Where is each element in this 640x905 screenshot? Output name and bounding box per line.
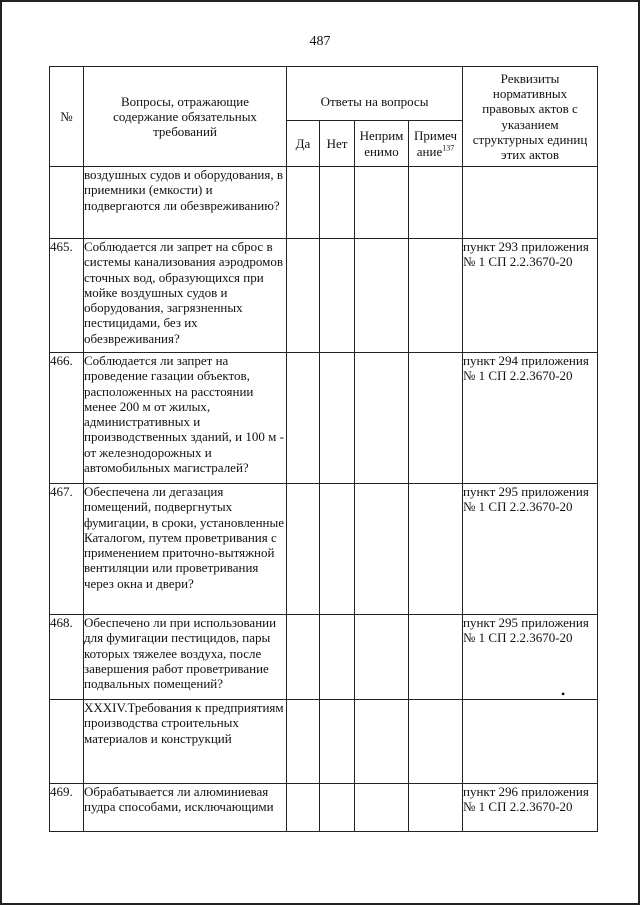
answer-yes-cell[interactable] — [287, 167, 320, 239]
row-question: воздушных судов и оборудования, в приемники (емкости) и подвергаются ли обезвреживанию? — [84, 167, 287, 239]
answer-no-cell[interactable] — [320, 167, 355, 239]
answer-na-cell[interactable] — [355, 615, 409, 700]
checklist-table — [49, 66, 598, 832]
row-requisites: пункт 293 приложения № 1 СП 2.2.3670-20 — [463, 239, 598, 353]
answer-na-cell[interactable] — [355, 167, 409, 239]
answer-yes-cell[interactable] — [287, 239, 320, 353]
answer-na-cell[interactable] — [355, 239, 409, 353]
answer-na-cell[interactable] — [355, 484, 409, 615]
row-number: 465. — [50, 239, 84, 353]
row-question: Обрабатывается ли алюминиевая пудра способами, исключающими — [84, 784, 287, 832]
answer-note-cell — [409, 700, 463, 784]
answer-no-cell[interactable] — [320, 615, 355, 700]
section-title: XXXIV.Требования к предприятиям производства строительных материалов и конструкций — [84, 700, 287, 784]
answer-note-cell[interactable] — [409, 784, 463, 832]
page-number: 487 — [309, 34, 331, 49]
answer-yes-cell — [287, 700, 320, 784]
row-requisites: пункт 295 приложения № 1 СП 2.2.3670-20 — [463, 615, 598, 700]
answer-yes-cell[interactable] — [287, 784, 320, 832]
section-row — [50, 700, 598, 784]
row-requisites: пункт 294 приложения № 1 СП 2.2.3670-20 — [463, 353, 598, 484]
header-note-label: Примеч ание — [413, 128, 458, 159]
answer-note-cell[interactable] — [409, 353, 463, 484]
answer-note-cell[interactable] — [409, 484, 463, 615]
header-note-footnote: 137 — [442, 143, 455, 153]
header-yes: Да — [287, 121, 320, 167]
answer-no-cell[interactable] — [320, 239, 355, 353]
header-not-applicable: Неприм енимо — [355, 121, 409, 167]
row-number — [50, 700, 84, 784]
answer-yes-cell[interactable] — [287, 615, 320, 700]
header-requisites: Реквизиты нормативных правовых актов с указанием структурных единиц этих актов — [463, 67, 598, 167]
answer-no-cell[interactable] — [320, 353, 355, 484]
row-question: Обеспечена ли дегазация помещений, подвергнутых фумигации, в сроки, установленные Каталогом, путем проветривания с применением приточно-вытяжной вентиляции или проветривания через окна и двери? — [84, 484, 287, 615]
answer-na-cell[interactable] — [355, 353, 409, 484]
row-number: 466. — [50, 353, 84, 484]
table-row — [50, 239, 598, 353]
row-number: 468. — [50, 615, 84, 700]
answer-note-cell[interactable] — [409, 239, 463, 353]
answer-yes-cell[interactable] — [287, 484, 320, 615]
stray-dot-mark: • — [561, 687, 566, 701]
header-answers: Ответы на вопросы — [287, 67, 463, 121]
answer-no-cell — [320, 700, 355, 784]
table-row — [50, 167, 598, 239]
row-question: Соблюдается ли запрет на сброс в системы канализования аэродромов сточных вод, образующихся при мойке воздушных судов и оборудования, загрязненных пестицидами, без их обезвреживания? — [84, 239, 287, 353]
table-row — [50, 484, 598, 615]
header-number: № — [50, 67, 84, 167]
table-row — [50, 353, 598, 484]
answer-note-cell[interactable] — [409, 615, 463, 700]
answer-no-cell[interactable] — [320, 484, 355, 615]
answer-na-cell[interactable] — [355, 784, 409, 832]
answer-yes-cell[interactable] — [287, 353, 320, 484]
row-number: 469. — [50, 784, 84, 832]
header-note — [409, 121, 463, 167]
row-requisites: пункт 295 приложения № 1 СП 2.2.3670-20 — [463, 484, 598, 615]
answer-note-cell[interactable] — [409, 167, 463, 239]
table-row — [50, 615, 598, 700]
answer-na-cell — [355, 700, 409, 784]
table-row — [50, 784, 598, 832]
row-requisites — [463, 700, 598, 784]
row-number — [50, 167, 84, 239]
answer-no-cell[interactable] — [320, 784, 355, 832]
row-question: Соблюдается ли запрет на проведение газации объектов, расположенных на расстоянии менее 200 м от жилых, административных и производственных зданий, и 100 м - от железнодорожных и автомобильных магистралей? — [84, 353, 287, 484]
row-requisites: пункт 296 приложения № 1 СП 2.2.3670-20 — [463, 784, 598, 832]
row-question: Обеспечено ли при использовании для фумигации пестицидов, пары которых тяжелее воздуха, после завершения работ проветривание подвальных помещений? — [84, 615, 287, 700]
row-requisites — [463, 167, 598, 239]
row-number: 467. — [50, 484, 84, 615]
header-no: Нет — [320, 121, 355, 167]
header-questions: Вопросы, отражающие содержание обязательных требований — [84, 67, 287, 167]
header-row-1 — [50, 67, 598, 121]
